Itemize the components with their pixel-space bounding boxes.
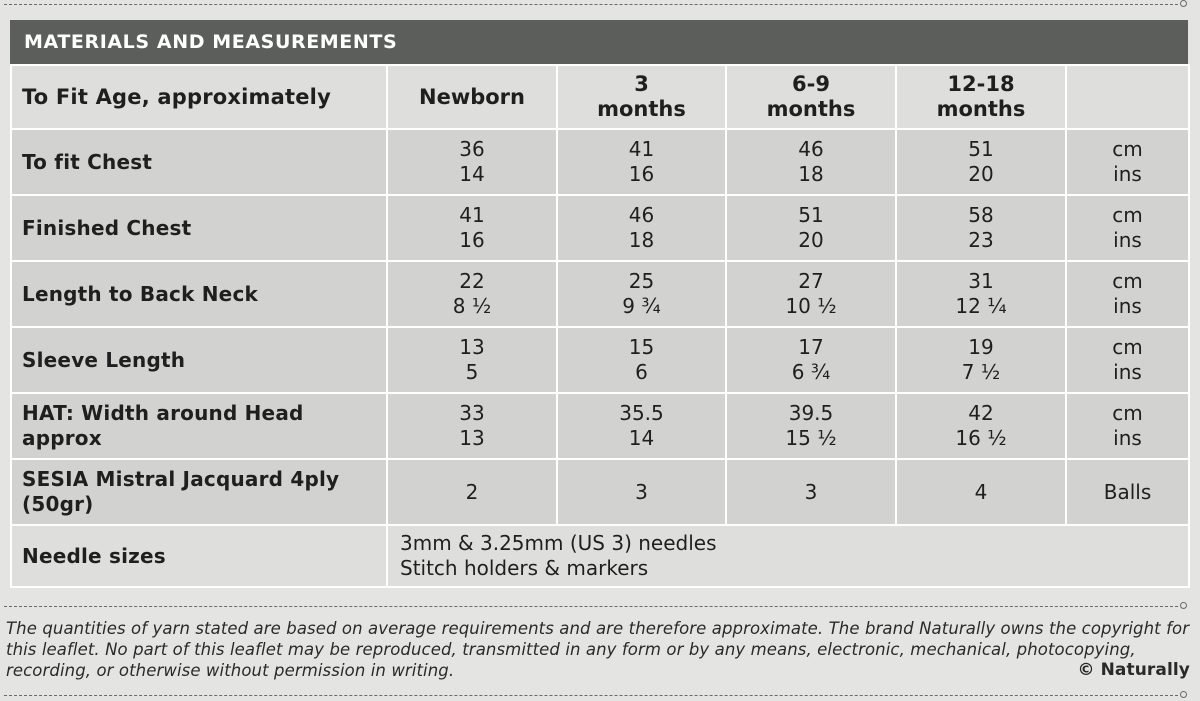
measurement-value: 13	[459, 335, 485, 359]
upper-rule-end-mark	[1180, 602, 1187, 609]
row-label: SESIA Mistral Jacquard 4ply (50gr)	[11, 459, 387, 525]
table-row	[11, 459, 1189, 525]
measurement-value: 15	[628, 335, 655, 359]
measurement-value: 16 ½	[955, 426, 1007, 450]
copyright-notice-text: The quantities of yarn stated are based on average requirements and are therefore approximate. The brand Naturally owns the copyright for this leaflet. No part of this leaflet may be reproduced, transmitted in any form or by any means, electronic, mechanical, photocopying, recording, or otherwise without permission in writing.	[6, 619, 1190, 680]
measurement-value: 35.5	[619, 401, 664, 425]
needle-sizes-line: Stitch holders & markers	[400, 556, 649, 580]
table-row	[11, 195, 1189, 261]
measurement-value: 20	[968, 162, 994, 186]
unit-label: cm	[1112, 137, 1143, 161]
measurement-value: 41	[459, 203, 485, 227]
measurement-value: 42	[968, 401, 994, 425]
unit-header	[1066, 65, 1189, 129]
table-row	[11, 393, 1189, 459]
top-rule-end-mark	[1180, 0, 1187, 7]
needle-sizes-line: 3mm & 3.25mm (US 3) needles	[400, 531, 717, 555]
size-header	[896, 65, 1066, 129]
measurement-cell	[896, 261, 1066, 327]
measurement-cell	[726, 195, 896, 261]
unit-label: Balls	[1103, 479, 1152, 504]
size-header-line: months	[766, 97, 856, 121]
unit-label: ins	[1113, 228, 1142, 252]
measurement-cell	[387, 327, 557, 393]
lower-rule-end-mark	[1180, 691, 1187, 698]
needle-sizes-row	[11, 525, 1189, 587]
measurement-value: 4	[974, 479, 988, 504]
size-header	[726, 65, 896, 129]
measurement-value: 2	[465, 479, 479, 504]
measurement-value: 25	[628, 269, 655, 293]
unit-cell	[1066, 195, 1189, 261]
table-row	[11, 327, 1189, 393]
size-header-line: Newborn	[419, 84, 525, 109]
measurement-value: 58	[968, 203, 994, 227]
unit-label: cm	[1112, 401, 1143, 425]
unit-cell	[1066, 327, 1189, 393]
measurement-cell	[896, 327, 1066, 393]
measurement-value: 13	[459, 426, 485, 450]
bottom-dashed-rule-upper	[4, 606, 1178, 607]
measurement-value: 12 ¼	[955, 294, 1007, 318]
measurement-cell	[557, 195, 726, 261]
measurement-value: 19	[968, 335, 994, 359]
measurement-value: 51	[968, 137, 994, 161]
measurement-value: 41	[628, 137, 655, 161]
unit-cell	[1066, 459, 1189, 525]
unit-label: cm	[1112, 335, 1143, 359]
header-row	[11, 65, 1189, 129]
measurement-cell	[387, 393, 557, 459]
unit-label: cm	[1112, 203, 1143, 227]
measurement-value: 31	[968, 269, 994, 293]
measurement-value: 39.5	[788, 401, 834, 425]
table-row	[11, 261, 1189, 327]
row-label: Sleeve Length	[11, 327, 387, 393]
measurement-value: 51	[798, 203, 824, 227]
bottom-dashed-rule-lower	[4, 695, 1178, 696]
measurement-value: 16	[628, 162, 655, 186]
measurement-value: 5	[465, 360, 479, 384]
size-header-line: 12-18	[947, 72, 1015, 96]
measurement-value: 16	[459, 228, 485, 252]
measurement-cell	[387, 129, 557, 195]
measurement-value: 17	[798, 335, 824, 359]
measurement-value: 7 ½	[961, 360, 1001, 384]
unit-label: ins	[1113, 294, 1142, 318]
measurement-value: 33	[459, 401, 485, 425]
measurement-value: 3	[804, 479, 818, 504]
unit-cell	[1066, 261, 1189, 327]
measurement-cell	[726, 459, 896, 525]
measurement-value: 14	[459, 162, 485, 186]
measurement-value: 10 ½	[785, 294, 837, 318]
measurement-cell	[387, 195, 557, 261]
unit-label: ins	[1113, 162, 1142, 186]
measurement-value: 22	[459, 269, 485, 293]
unit-label: ins	[1113, 360, 1142, 384]
copyright-mark: © Naturally	[1077, 660, 1190, 680]
copyright-notice	[6, 618, 1190, 681]
measurement-value: 27	[798, 269, 824, 293]
measurement-cell	[726, 261, 896, 327]
section-title: MATERIALS AND MEASUREMENTS	[24, 31, 398, 53]
measurement-cell	[896, 195, 1066, 261]
measurement-value: 23	[968, 228, 994, 252]
row-label: To fit Chest	[11, 129, 387, 195]
row-label: HAT: Width around Head approx	[11, 393, 387, 459]
unit-label: cm	[1112, 269, 1143, 293]
measurement-value: 9 ¾	[622, 294, 661, 318]
size-header	[557, 65, 726, 129]
measurement-value: 3	[635, 479, 648, 504]
measurements-table	[10, 64, 1190, 588]
measurement-value: 20	[798, 228, 824, 252]
row-label: Needle sizes	[11, 525, 387, 587]
measurement-cell	[557, 393, 726, 459]
measurement-cell	[557, 129, 726, 195]
measurement-cell	[557, 459, 726, 525]
measurement-cell	[726, 129, 896, 195]
top-dashed-rule	[4, 4, 1178, 5]
measurement-value: 14	[628, 426, 655, 450]
measurement-cell	[557, 327, 726, 393]
measurement-value: 46	[628, 203, 655, 227]
unit-cell	[1066, 393, 1189, 459]
measurement-value: 18	[798, 162, 824, 186]
size-header-line: 3	[634, 72, 649, 96]
size-header-line: 6-9	[792, 72, 830, 96]
measurement-cell	[896, 459, 1066, 525]
table-row	[11, 129, 1189, 195]
measurement-value: 36	[459, 137, 485, 161]
unit-cell	[1066, 129, 1189, 195]
section-header	[10, 20, 1188, 64]
measurement-cell	[896, 393, 1066, 459]
measurement-value: 46	[798, 137, 824, 161]
measurement-cell	[726, 393, 896, 459]
measurement-value: 15 ½	[785, 426, 837, 450]
row-label: To Fit Age, approximately	[11, 65, 387, 129]
measurement-value: 18	[628, 228, 655, 252]
measurement-cell	[387, 261, 557, 327]
row-label: Length to Back Neck	[11, 261, 387, 327]
measurement-cell	[726, 327, 896, 393]
row-label: Finished Chest	[11, 195, 387, 261]
size-header	[387, 65, 557, 129]
size-header-line: months	[597, 97, 686, 121]
measurement-cell	[896, 129, 1066, 195]
unit-label: ins	[1113, 426, 1142, 450]
measurement-value: 6	[635, 360, 648, 384]
measurement-value: 6 ¾	[791, 360, 831, 384]
needle-sizes-cell	[387, 525, 1189, 587]
size-header-line: months	[936, 97, 1026, 121]
measurement-cell	[557, 261, 726, 327]
measurement-cell	[387, 459, 557, 525]
measurement-value: 8 ½	[452, 294, 492, 318]
